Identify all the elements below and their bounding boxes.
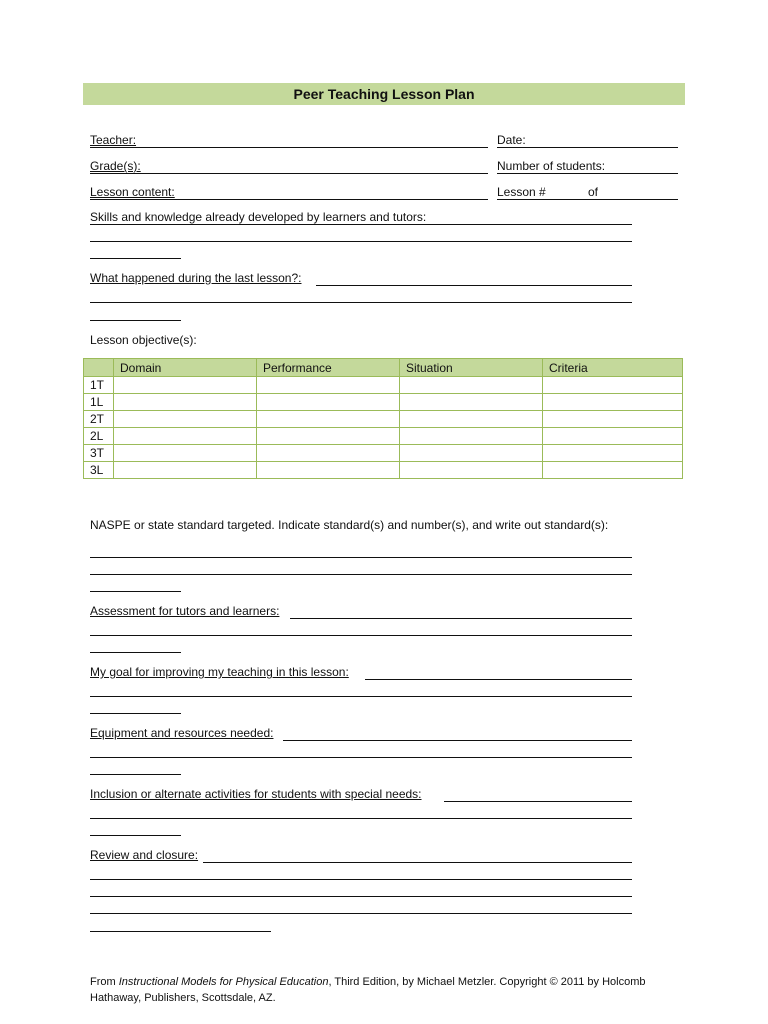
table-cell[interactable] (257, 377, 400, 394)
last-lesson-line-2[interactable] (90, 302, 632, 303)
table-cell[interactable] (114, 377, 257, 394)
table-cell[interactable] (543, 428, 683, 445)
skills-line-1[interactable] (90, 224, 632, 225)
footer-prefix: From (90, 976, 119, 988)
goal-line-1[interactable] (365, 679, 632, 680)
table-cell[interactable] (114, 445, 257, 462)
inclusion-label: Inclusion or alternate activities for students with special needs: (90, 787, 422, 801)
table-cell[interactable] (400, 428, 543, 445)
row-label: 1T (84, 377, 114, 394)
assessment-label: Assessment for tutors and learners: (90, 604, 280, 618)
lesson-content-field[interactable] (90, 199, 488, 200)
table-cell[interactable] (543, 377, 683, 394)
table-row (84, 411, 683, 428)
naspe-line-3[interactable] (90, 591, 181, 592)
equipment-label: Equipment and resources needed: (90, 726, 274, 740)
last-lesson-label: What happened during the last lesson?: (90, 271, 302, 285)
lesson-content-label: Lesson content: (90, 185, 175, 199)
table-cell[interactable] (400, 394, 543, 411)
review-line-4[interactable] (90, 913, 632, 914)
table-cell[interactable] (114, 428, 257, 445)
objectives-header-row (84, 359, 683, 377)
row-label: 2L (84, 428, 114, 445)
lesson-num-label: Lesson # (497, 185, 546, 199)
table-row (84, 445, 683, 462)
last-lesson-line-1[interactable] (316, 285, 632, 286)
row-label: 2T (84, 411, 114, 428)
table-cell[interactable] (257, 428, 400, 445)
table-cell[interactable] (400, 445, 543, 462)
inclusion-line-2[interactable] (90, 818, 632, 819)
date-label: Date: (497, 133, 526, 147)
header-domain: Domain (114, 359, 257, 377)
inclusion-line-1[interactable] (444, 801, 632, 802)
header-blank (84, 359, 114, 377)
teacher-field[interactable] (90, 147, 488, 148)
table-cell[interactable] (257, 394, 400, 411)
review-line-2[interactable] (90, 879, 632, 880)
review-line-5[interactable] (90, 931, 271, 932)
naspe-line-1[interactable] (90, 557, 632, 558)
table-cell[interactable] (400, 462, 543, 479)
equipment-line-3[interactable] (90, 774, 181, 775)
footer-book-title: Instructional Models for Physical Education (118, 976, 329, 988)
table-cell[interactable] (257, 462, 400, 479)
review-label: Review and closure: (90, 848, 199, 862)
of-label: of (588, 185, 599, 199)
review-line-3[interactable] (90, 896, 632, 897)
review-line-1[interactable] (203, 862, 632, 863)
table-cell[interactable] (543, 394, 683, 411)
footer-rest: , Third Edition, by Michael Metzler. Copyright © 2011 by Holcomb Hathaway, Publishers, Scottsdale, AZ. (90, 976, 646, 1004)
table-cell[interactable] (114, 462, 257, 479)
equipment-line-2[interactable] (90, 757, 632, 758)
num-students-field[interactable] (497, 173, 678, 174)
objectives-table (83, 358, 683, 479)
lesson-num-field[interactable] (497, 199, 678, 200)
table-cell[interactable] (400, 377, 543, 394)
last-lesson-line-3[interactable] (90, 320, 181, 321)
goal-label: My goal for improving my teaching in this lesson: (90, 665, 349, 679)
date-field[interactable] (497, 147, 678, 148)
table-cell[interactable] (114, 394, 257, 411)
table-row (84, 428, 683, 445)
equipment-line-1[interactable] (283, 740, 632, 741)
skills-line-2[interactable] (90, 241, 632, 242)
table-cell[interactable] (543, 411, 683, 428)
grades-label: Grade(s): (90, 159, 141, 173)
table-cell[interactable] (257, 411, 400, 428)
naspe-label: NASPE or state standard targeted. Indicate standard(s) and number(s), and write out standard(s): (90, 518, 609, 532)
form-title: Peer Teaching Lesson Plan (83, 83, 685, 105)
header-criteria: Criteria (543, 359, 683, 377)
inclusion-line-3[interactable] (90, 835, 181, 836)
copyright-footer (90, 974, 690, 1006)
goal-line-2[interactable] (90, 696, 632, 697)
table-row (84, 377, 683, 394)
assessment-line-1[interactable] (290, 618, 632, 619)
table-row (84, 462, 683, 479)
assessment-line-2[interactable] (90, 635, 632, 636)
header-performance: Performance (257, 359, 400, 377)
objectives-label: Lesson objective(s): (90, 333, 197, 347)
table-cell[interactable] (114, 411, 257, 428)
row-label: 3L (84, 462, 114, 479)
table-cell[interactable] (543, 445, 683, 462)
row-label: 1L (84, 394, 114, 411)
grades-field[interactable] (90, 173, 488, 174)
header-situation: Situation (400, 359, 543, 377)
table-cell[interactable] (543, 462, 683, 479)
table-cell[interactable] (257, 445, 400, 462)
skills-label: Skills and knowledge already developed by learners and tutors: (90, 210, 427, 224)
assessment-line-3[interactable] (90, 652, 181, 653)
num-students-label: Number of students: (497, 159, 606, 173)
table-row (84, 394, 683, 411)
naspe-line-2[interactable] (90, 574, 632, 575)
row-label: 3T (84, 445, 114, 462)
table-cell[interactable] (400, 411, 543, 428)
teacher-label: Teacher: (90, 133, 137, 147)
goal-line-3[interactable] (90, 713, 181, 714)
skills-line-3[interactable] (90, 258, 181, 259)
